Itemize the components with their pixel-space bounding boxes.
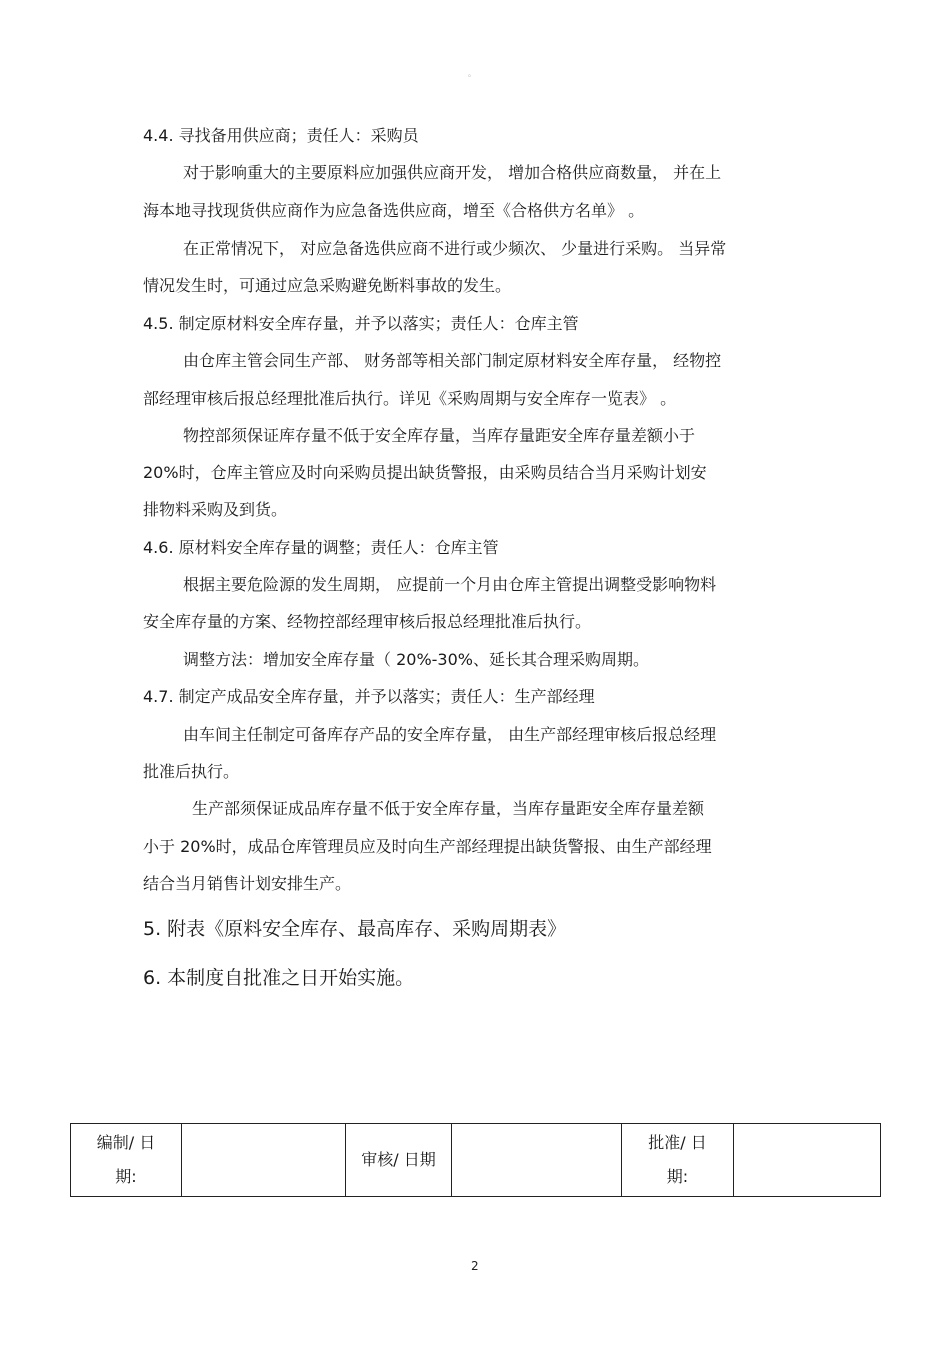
paragraph-line: 由车间主任制定可备库存产品的安全库存量， 由生产部经理审核后报总经理 [183, 725, 717, 744]
paragraph-line: 部经理审核后报总经理批准后执行。详见《采购周期与安全库存一览表》 。 [143, 389, 677, 408]
paragraph-line: 由仓库主管会同生产部、 财务部等相关部门制定原材料安全库存量， 经物控 [183, 351, 722, 370]
paragraph-line: 对于影响重大的主要原料应加强供应商开发， 增加合格供应商数量， 并在上 [183, 163, 722, 182]
paragraph-line: 情况发生时，可通过应急采购避免断料事故的发生。 [143, 276, 512, 295]
paragraph-line: 海本地寻找现货供应商作为应急备选供应商，增至《合格供方名单》 。 [143, 201, 645, 220]
section-5: 5. 附表《原料安全库存、最高库存、采购周期表》 [143, 918, 567, 940]
approve-date-label [622, 1124, 734, 1197]
review-date-label: 审核/ 日期 [346, 1124, 452, 1197]
page-number: 2 [471, 1259, 479, 1273]
paragraph-line: 生产部须保证成品库存量不低于安全库存量，当库存量距安全库存量差额 [192, 799, 705, 818]
approve-date-cell [734, 1124, 881, 1197]
paragraph-line: 20%时，仓库主管应及时向采购员提出缺货警报，由采购员结合当月采购计划安 [143, 463, 707, 482]
heading-4-7: 4.7. 制定产成品安全库存量，并予以落实；责任人：生产部经理 [143, 687, 595, 706]
prepared-date-cell [182, 1124, 346, 1197]
approve-label-line-1: 批准/ 日 [648, 1133, 707, 1152]
prepared-label-line-1: 编制/ 日 [96, 1133, 156, 1152]
paragraph-line: 小于 20%时，成品仓库管理员应及时向生产部经理提出缺货警报、由生产部经理 [143, 837, 712, 856]
paragraph-line: 排物料采购及到货。 [143, 500, 288, 519]
review-date-cell [452, 1124, 622, 1197]
prepared-date-label [71, 1124, 182, 1197]
paragraph-line: 在正常情况下， 对应急备选供应商不进行或少频次、 少量进行采购。 当异常 [183, 239, 727, 258]
heading-4-4: 4.4. 寻找备用供应商；责任人：采购员 [143, 126, 419, 145]
approve-label-line-2: 期: [666, 1167, 689, 1186]
paragraph-line: 批准后执行。 [143, 762, 240, 781]
signature-table [70, 1123, 881, 1197]
heading-4-5: 4.5. 制定原材料安全库存量，并予以落实；责任人：仓库主管 [143, 314, 579, 333]
heading-4-6: 4.6. 原材料安全库存量的调整；责任人：仓库主管 [143, 538, 499, 557]
paragraph-line: 结合当月销售计划安排生产。 [143, 874, 352, 893]
paragraph-line: 安全库存量的方案、经物控部经理审核后报总经理批准后执行。 [143, 612, 592, 631]
prepared-label-line-2: 期: [115, 1167, 137, 1186]
paragraph-line: 调整方法：增加安全库存量（ 20%-30%、延长其合理采购周期。 [183, 650, 649, 669]
header-mark: 。 [468, 69, 476, 78]
section-6: 6. 本制度自批准之日开始实施。 [143, 967, 415, 989]
paragraph-line: 物控部须保证库存量不低于安全库存量，当库存量距安全库存量差额小于 [183, 426, 696, 445]
paragraph-line: 根据主要危险源的发生周期， 应提前一个月由仓库主管提出调整受影响物料 [183, 575, 717, 594]
